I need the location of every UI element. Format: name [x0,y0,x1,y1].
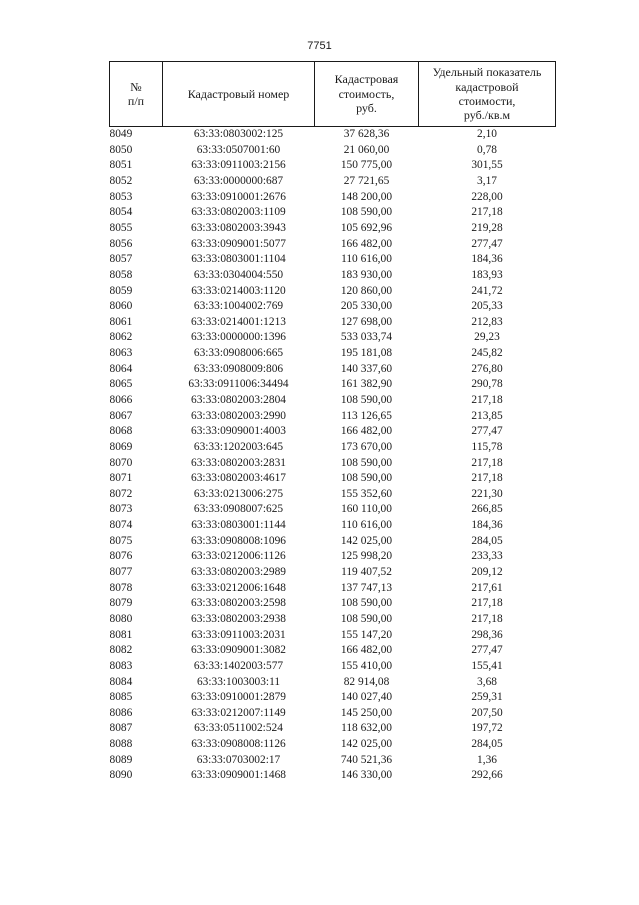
cadastral-value-cell: 108 590,00 [340,597,393,610]
unit-value-cell: 245,82 [471,347,503,360]
table-row [110,174,556,190]
table-row [110,190,556,206]
table-row [110,143,556,159]
cadastral-number-cell: 63:33:0910001:2879 [191,691,286,704]
row-number-cell: 8054 [109,206,133,219]
table-row [110,346,556,362]
table-row [110,753,556,769]
row-number-cell: 8052 [109,175,133,188]
cadastral-value-cell: 140 027,40 [340,691,393,704]
cadastral-value-cell: 125 998,20 [340,550,393,563]
table-row [110,283,556,299]
cadastral-number-cell: 63:33:0803001:1144 [191,519,286,532]
unit-value-cell: 212,83 [471,315,503,328]
cadastral-value-cell: 108 590,00 [340,472,393,485]
table-row [110,643,556,659]
header-row-number: № п/п [110,62,163,127]
row-number-cell: 8068 [109,425,133,438]
cadastral-value-cell: 155 352,60 [340,487,393,500]
row-number-cell: 8081 [109,628,133,641]
cadastral-value-cell: 140 337,60 [340,362,393,375]
unit-value-cell: 184,36 [471,519,503,532]
row-number-cell: 8077 [109,566,133,579]
cadastral-value-cell: 533 033,74 [340,331,393,344]
cadastral-number-cell: 63:33:0911003:2031 [191,628,286,641]
cadastral-number-cell: 63:33:0802003:2804 [191,394,286,406]
cadastral-value-cell: 110 616,00 [341,519,392,532]
page-number: 7751 [307,40,332,52]
table-row [110,628,556,644]
unit-value-cell: 213,85 [471,409,503,422]
cadastral-value-cell: 105 692,96 [340,221,393,234]
cadastral-number-cell: 63:33:0909001:4003 [191,425,286,438]
row-number-cell: 8062 [109,331,133,344]
unit-value-cell: 217,18 [471,394,503,406]
unit-value-cell: 0,78 [477,143,497,156]
cadastral-value-cell: 166 482,00 [340,237,393,250]
cadastral-value-cell: 82 914,08 [343,675,390,688]
unit-value-cell: 284,05 [471,534,503,547]
cadastral-number-cell: 63:33:0802003:1109 [191,206,286,219]
unit-value-cell: 115,78 [471,440,503,453]
unit-value-cell: 266,85 [471,503,503,516]
unit-value-cell: 217,18 [471,597,503,610]
cadastral-number-cell: 63:33:0214003:1120 [191,284,286,297]
cadastral-value-cell: 142 025,00 [340,534,393,547]
unit-value-cell: 301,55 [471,159,503,172]
row-number-cell: 8053 [109,190,133,203]
unit-value-cell: 233,33 [471,550,503,563]
row-number-cell: 8061 [109,315,133,328]
unit-value-cell: 219,28 [471,221,503,234]
unit-value-cell: 228,00 [471,190,503,203]
table-row [110,690,556,706]
unit-value-cell: 205,33 [471,300,503,313]
unit-value-cell: 209,12 [471,566,503,579]
row-number-cell: 8067 [109,409,133,422]
cadastral-number-cell: 63:33:0703002:17 [196,753,281,766]
cadastral-number-cell: 63:33:1402003:577 [193,659,284,672]
header-unit-value: Удельный показатель кадастровой стоимости, руб./кв.м [419,62,556,127]
unit-value-cell: 3,68 [477,675,497,688]
table-row [110,330,556,346]
row-number-cell: 8082 [109,644,133,657]
cadastral-value-cell: 195 181,08 [340,347,393,360]
row-number-cell: 8087 [109,722,133,735]
cadastral-value-cell: 118 632,00 [341,722,392,735]
row-number-cell: 8085 [109,691,133,704]
unit-value-cell: 197,72 [471,722,503,735]
cadastral-number-cell: 63:33:0000000:687 [193,175,284,188]
row-number-cell: 8073 [109,503,133,516]
row-number-cell: 8084 [109,675,133,688]
unit-value-cell: 276,80 [471,362,503,375]
table-body [110,127,556,784]
row-number-cell: 8070 [109,456,133,469]
cadastral-value-cell: 110 616,00 [341,253,392,266]
cadastral-value-cell: 205 330,00 [340,300,393,313]
table-row [110,440,556,456]
cadastral-number-cell: 63:33:0213006:275 [193,487,284,500]
cadastral-value-cell: 146 330,00 [340,769,393,782]
cadastral-number-cell: 63:33:1003003:11 [196,675,281,688]
cadastral-value-cell: 183 930,00 [340,268,393,281]
table-row [110,362,556,378]
cadastral-number-cell: 63:33:0212006:1126 [191,550,286,563]
unit-value-cell: 2,10 [477,128,497,141]
row-number-cell: 8074 [109,519,133,532]
row-number-cell: 8065 [109,378,133,391]
cadastral-value-cell: 137 747,13 [340,581,393,594]
table-row [110,721,556,737]
unit-value-cell: 217,18 [471,206,503,219]
table-row [110,768,556,784]
row-number-cell: 8069 [109,440,133,453]
cadastral-number-cell: 63:33:0304004:550 [193,268,284,281]
cadastral-number-cell: 63:33:0214001:1213 [191,315,286,328]
table-row [110,377,556,393]
row-number-cell: 8079 [109,597,133,610]
row-number-cell: 8078 [109,581,133,594]
table-row [110,424,556,440]
table-row [110,252,556,268]
unit-value-cell: 292,66 [471,769,503,782]
cadastral-number-cell: 63:33:0911006:34494 [188,378,289,391]
cadastral-value-table [109,61,556,784]
unit-value-cell: 259,31 [471,691,503,704]
row-number-cell: 8057 [109,253,133,266]
cadastral-number-cell: 63:33:0911003:2156 [191,159,286,172]
table-row [110,674,556,690]
row-number-cell: 8056 [109,237,133,250]
table-row [110,502,556,518]
row-number-cell: 8060 [109,300,133,313]
row-number-cell: 8059 [109,284,133,297]
cadastral-value-cell: 161 382,90 [340,378,393,391]
row-number-cell: 8083 [109,659,133,672]
unit-value-cell: 290,78 [471,378,503,391]
table-row [110,455,556,471]
cadastral-number-cell: 63:33:0507001:60 [196,143,281,156]
cadastral-value-cell: 120 860,00 [340,284,393,297]
header-cadastral-number: Кадастровый номер [163,62,315,127]
unit-value-cell: 207,50 [471,706,503,719]
unit-value-cell: 277,47 [471,425,503,438]
unit-value-cell: 217,18 [471,612,503,625]
row-number-cell: 8088 [109,738,133,751]
table-row [110,315,556,331]
cadastral-value-cell: 37 628,36 [343,128,390,141]
table-row [110,534,556,550]
header-cadastral-value: Кадастровая стоимость, руб. [315,62,419,127]
cadastral-number-cell: 63:33:0212007:1149 [191,706,286,719]
cadastral-number-cell: 63:33:0909001:3082 [191,644,286,657]
unit-value-cell: 1,36 [477,753,497,766]
cadastral-number-cell: 63:33:0802003:2989 [191,566,286,579]
table-row [110,518,556,534]
cadastral-number-cell: 63:33:0000000:1396 [191,331,286,344]
cadastral-number-cell: 63:33:0908007:625 [193,503,284,516]
cadastral-value-cell: 155 410,00 [340,659,393,672]
cadastral-value-cell: 166 482,00 [340,425,393,438]
cadastral-value-cell: 173 670,00 [340,440,393,453]
row-number-cell: 8089 [109,753,133,766]
row-number-cell: 8075 [109,534,133,547]
cadastral-value-cell: 108 590,00 [340,456,393,469]
cadastral-number-cell: 63:33:0212006:1648 [191,581,286,594]
cadastral-value-cell: 127 698,00 [340,315,393,328]
table-row [110,268,556,284]
table-row [110,565,556,581]
unit-value-cell: 155,41 [471,659,503,672]
cadastral-value-cell: 108 590,00 [340,612,393,625]
cadastral-number-cell: 63:33:0511002:524 [194,722,283,735]
row-number-cell: 8086 [109,706,133,719]
table-row [110,487,556,503]
table-row [110,127,556,143]
table-row [110,221,556,237]
unit-value-cell: 217,18 [471,456,503,469]
table-row [110,659,556,675]
unit-value-cell: 184,36 [471,253,503,266]
row-number-cell: 8090 [109,769,133,782]
table-row [110,706,556,722]
unit-value-cell: 221,30 [471,487,503,500]
cadastral-value-cell: 108 590,00 [340,206,393,219]
unit-value-cell: 277,47 [471,644,503,657]
cadastral-number-cell: 63:33:0802003:4617 [191,472,286,485]
row-number-cell: 8055 [109,221,133,234]
row-number-cell: 8072 [109,487,133,500]
cadastral-number-cell: 63:33:0908009:806 [193,362,284,375]
table-row [110,409,556,425]
unit-value-cell: 183,93 [471,268,503,281]
cadastral-value-cell: 27 721,65 [343,175,390,188]
table-row [110,612,556,628]
cadastral-value-cell: 145 250,00 [340,706,393,719]
table-row [110,158,556,174]
table-row [110,299,556,315]
cadastral-value-cell: 166 482,00 [340,644,393,657]
cadastral-number-cell: 63:33:0803001:1104 [191,253,286,266]
unit-value-cell: 298,36 [471,628,503,641]
unit-value-cell: 277,47 [471,237,503,250]
cadastral-number-cell: 63:33:1004002:769 [193,300,284,313]
cadastral-value-cell: 119 407,52 [341,566,392,579]
row-number-cell: 8058 [109,268,133,281]
table-row [110,737,556,753]
cadastral-number-cell: 63:33:0803002:125 [193,128,284,141]
cadastral-number-cell: 63:33:0802003:3943 [191,221,286,234]
cadastral-number-cell: 63:33:1202003:645 [193,440,284,453]
cadastral-value-cell: 155 147,20 [340,628,393,641]
unit-value-cell: 217,61 [471,581,503,594]
row-number-cell: 8064 [109,362,133,375]
row-number-cell: 8063 [109,347,133,360]
table-row [110,393,556,409]
table-header-row [110,62,556,127]
cadastral-number-cell: 63:33:0910001:2676 [191,190,286,203]
cadastral-value-cell: 148 200,00 [340,190,393,203]
row-number-cell: 8066 [109,394,133,406]
table-row [110,581,556,597]
row-number-cell: 8050 [109,143,133,156]
cadastral-number-cell: 63:33:0909001:1468 [191,769,286,782]
cadastral-number-cell: 63:33:0908006:665 [193,347,284,360]
cadastral-number-cell: 63:33:0802003:2831 [191,456,286,469]
row-number-cell: 8071 [109,472,133,485]
unit-value-cell: 29,23 [474,331,500,344]
unit-value-cell: 284,05 [471,738,503,751]
table-row [110,236,556,252]
unit-value-cell: 241,72 [471,284,503,297]
row-number-cell: 8049 [109,128,133,141]
cadastral-value-cell: 740 521,36 [340,753,393,766]
cadastral-value-cell: 150 775,00 [340,159,393,172]
cadastral-number-cell: 63:33:0909001:5077 [191,237,286,250]
row-number-cell: 8051 [109,159,133,172]
cadastral-value-cell: 108 590,00 [340,394,393,406]
row-number-cell: 8080 [109,612,133,625]
cadastral-value-cell: 142 025,00 [340,738,393,751]
cadastral-number-cell: 63:33:0908008:1096 [191,534,286,547]
table-row [110,471,556,487]
cadastral-number-cell: 63:33:0802003:2938 [191,612,286,625]
table-row [110,549,556,565]
unit-value-cell: 3,17 [477,175,497,188]
cadastral-value-cell: 160 110,00 [341,503,392,516]
cadastral-value-cell: 21 060,00 [343,143,390,156]
table-row [110,596,556,612]
cadastral-number-cell: 63:33:0802003:2598 [191,597,286,610]
row-number-cell: 8076 [109,550,133,563]
cadastral-number-cell: 63:33:0802003:2990 [191,409,286,422]
unit-value-cell: 217,18 [471,472,503,485]
cadastral-value-cell: 113 126,65 [341,409,392,422]
table-row [110,205,556,221]
cadastral-number-cell: 63:33:0908008:1126 [191,738,286,751]
